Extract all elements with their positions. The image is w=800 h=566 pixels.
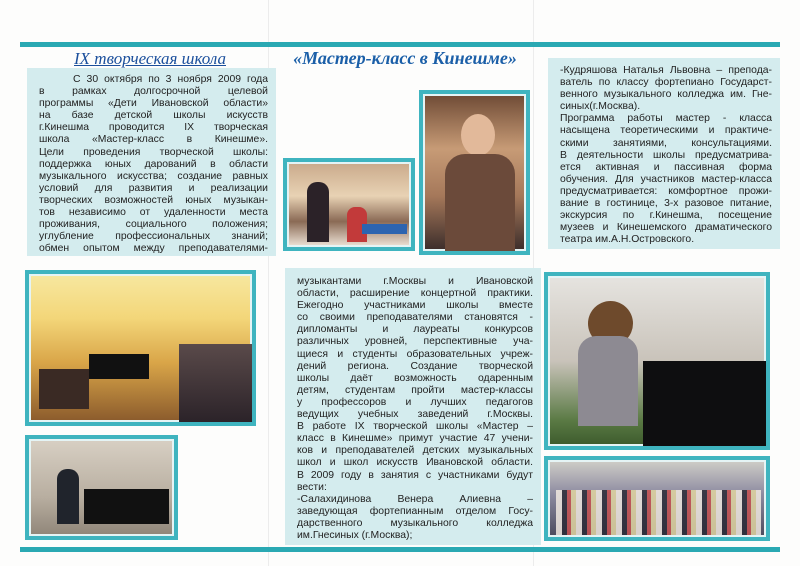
text-line: в рамках долгосрочной целевой bbox=[39, 86, 268, 98]
text-line: поддержка юных дарований в области bbox=[39, 158, 268, 170]
text-line: углубление профессиональных знаний; bbox=[39, 231, 268, 243]
text-line: вание в гостинице, 3-х разовое питание, bbox=[560, 198, 772, 210]
text-line: музыкального искусства; создание равных bbox=[39, 170, 268, 182]
text-line: дипломанты и лауреаты конкурсов bbox=[297, 324, 533, 336]
text-line: Цели проведения творческой школы: bbox=[39, 146, 268, 158]
text-line: различных уровней, перспективные уча- bbox=[297, 336, 533, 348]
text-line: В деятельности школы предусматрива- bbox=[560, 149, 772, 161]
photo-boy-piano bbox=[25, 435, 178, 540]
text-line: условий для развития и реализации bbox=[39, 182, 268, 194]
text-line: области, расширение концертной практики. bbox=[297, 288, 533, 300]
text-line: -Салахидинова Венера Алиевна – bbox=[297, 493, 533, 505]
text-line: творческих возможностей юных музыкан- bbox=[39, 194, 268, 206]
text-line: В 2009 году в занятия с участниками будут bbox=[297, 469, 533, 481]
text-line: театра им.А.Н.Островского. bbox=[560, 234, 695, 246]
photo-teacher bbox=[419, 90, 530, 255]
text-line: предусматривается: комфортное прожи- bbox=[560, 185, 772, 197]
text-line: им.Гнесиных (г.Москва); bbox=[297, 529, 413, 541]
left-title: IX творческая школа bbox=[74, 49, 226, 68]
text-line: насыщена теоретическими и практиче- bbox=[560, 125, 772, 137]
text-line: г.Кинешма проводится IX творческая bbox=[39, 122, 268, 134]
right-text-box bbox=[548, 58, 780, 249]
text-line: венного музыкального колледжа им. Гне- bbox=[560, 89, 772, 101]
text-line: ков и преподавателей детских музыкальных bbox=[297, 445, 533, 457]
text-line: программы «Дети Ивановской области» bbox=[39, 98, 268, 110]
text-line: заведующая фортепианным отделом Госу- bbox=[297, 505, 533, 517]
text-line: ется активная и пассивная форма bbox=[560, 161, 772, 173]
text-line: на базе детской школы искусств bbox=[39, 110, 268, 122]
photo-group bbox=[544, 456, 770, 541]
text-line: щиеся и студенты образовательных учреж- bbox=[297, 348, 533, 360]
text-line: музыкантами г.Москвы и Ивановской bbox=[297, 276, 533, 287]
text-line: вести: bbox=[297, 481, 327, 493]
text-line: школа «Мастер-класс в Кинешме». bbox=[39, 134, 268, 146]
text-line: синых(г.Москва). bbox=[560, 101, 641, 113]
text-line: у профессоров и лучших педагогов bbox=[297, 396, 533, 408]
text-line: ведущих учебных заведений г.Москвы. bbox=[297, 409, 533, 421]
top-accent-bar bbox=[20, 42, 780, 47]
left-text-box bbox=[27, 68, 276, 256]
text-line: ватель по классу фортепиано Государст- bbox=[560, 77, 772, 89]
text-line: детям, студентам пройти мастер-классы bbox=[297, 384, 533, 396]
text-line: дарственного музыкального колледжа bbox=[297, 517, 533, 529]
text-line: школ и школ искусств Ивановской области. bbox=[297, 457, 533, 469]
text-line: Программа работы мастер - класса bbox=[560, 113, 772, 125]
center-text-box bbox=[285, 268, 541, 545]
text-line: С 30 октября по 3 ноября 2009 года bbox=[73, 74, 268, 85]
center-title: «Мастер-класс в Кинешме» bbox=[293, 48, 517, 68]
text-line: проживания, социального положения; bbox=[39, 219, 268, 231]
text-line: со своими преподавателями становятся - bbox=[297, 312, 533, 324]
photo-girl-piano bbox=[544, 272, 770, 450]
text-line: обучения. Для участников мастер-класса bbox=[560, 173, 772, 185]
text-line: обмен опытом между преподавателями- bbox=[39, 243, 268, 255]
text-line: класс в Кинешме» примут участие 47 учени- bbox=[297, 433, 533, 445]
photo-concert-hall bbox=[25, 270, 256, 426]
text-line: музеев и Кинешемского драматического bbox=[560, 222, 772, 234]
text-line: Ежегодно участниками школы вместе bbox=[297, 300, 533, 312]
text-line: В работе IX творческой школы «Мастер – bbox=[297, 421, 533, 433]
text-line: школы даёт возможность одаренным bbox=[297, 372, 533, 384]
text-line: тов независимо от удаленности места bbox=[39, 207, 268, 219]
text-line: скими занятиями, консультациями. bbox=[560, 137, 772, 149]
text-line: дений региона. Создание творческой bbox=[297, 360, 533, 372]
photo-lesson-small bbox=[283, 158, 415, 251]
bottom-accent-bar bbox=[20, 547, 780, 552]
text-line: экскурсия по г.Кинешма, посещение bbox=[560, 210, 772, 222]
text-line: -Кудряшова Наталья Львовна – препода- bbox=[560, 65, 772, 76]
